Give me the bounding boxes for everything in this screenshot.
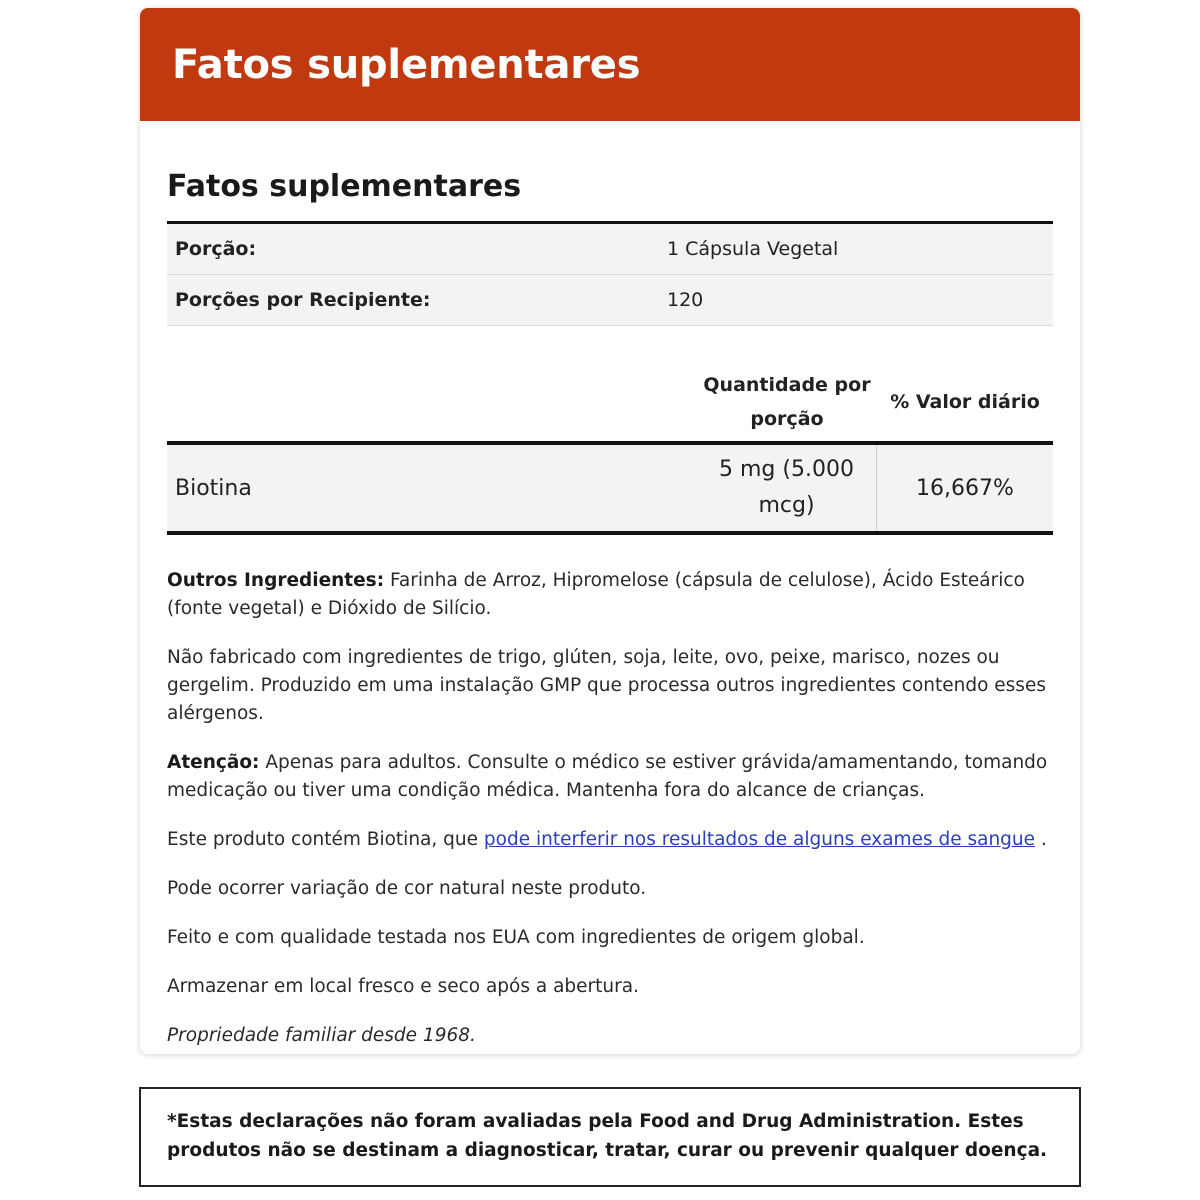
other-ingredients-text: Farinha de Arroz, Hipromelose (cápsula de celulose), Ácido Esteárico (fonte vegetal) e Dióxido de Silício. bbox=[167, 570, 1025, 619]
serving-table bbox=[167, 221, 1053, 326]
color-variation-note: Pode ocorrer variação de cor natural neste produto. bbox=[167, 878, 647, 899]
nutrient-name: Biotina bbox=[175, 475, 252, 501]
family-owned-note: Propriedade familiar desde 1968. bbox=[167, 1025, 476, 1046]
card-header bbox=[140, 8, 1080, 121]
servings-per-container-value: 120 bbox=[667, 289, 704, 311]
nutrient-daily-value: 16,667% bbox=[916, 475, 1014, 501]
nutrient-amount: 5 mg (5.000 mcg) bbox=[697, 445, 877, 531]
card-body bbox=[140, 167, 1080, 1050]
serving-row-count bbox=[167, 275, 1053, 326]
header-title: Fatos suplementares bbox=[172, 41, 641, 88]
serving-size-label: Porção: bbox=[175, 238, 257, 260]
nutrient-table-header bbox=[167, 363, 1053, 445]
servings-per-container-label: Porções por Recipiente: bbox=[175, 289, 431, 311]
biotin-note-prefix: Este produto contém Biotina, que bbox=[167, 829, 484, 850]
warning-text: Apenas para adultos. Consulte o médico se estiver grávida/amamentando, tomando medicação ou tiver uma condição médica. Mantenha fora do alcance de crianças. bbox=[167, 752, 1048, 801]
other-ingredients bbox=[167, 567, 1053, 623]
supplement-facts-card bbox=[140, 8, 1080, 1054]
storage-note: Armazenar em local fresco e seco após a abertura. bbox=[167, 976, 639, 997]
biotin-note-suffix: . bbox=[1035, 829, 1047, 850]
warning-label: Atenção: bbox=[167, 752, 260, 773]
nutrient-row bbox=[167, 445, 1053, 535]
notes-section bbox=[167, 567, 1053, 1050]
daily-value-column-header: % Valor diário bbox=[890, 391, 1040, 413]
serving-size-value: 1 Cápsula Vegetal bbox=[667, 238, 839, 260]
panel-title: Fatos suplementares bbox=[167, 169, 522, 204]
amount-column-header: Quantidade por porção bbox=[703, 374, 871, 430]
warning bbox=[167, 749, 1053, 805]
allergen-statement: Não fabricado com ingredientes de trigo, glúten, soja, leite, ovo, peixe, marisco, nozes ou gergelim. Produzido em uma instalação GMP que processa outros ingredientes contendo esses alérgenos. bbox=[167, 647, 1046, 724]
made-in-note: Feito e com qualidade testada nos EUA com ingredientes de origem global. bbox=[167, 927, 865, 948]
serving-row-size bbox=[167, 224, 1053, 275]
biotin-note bbox=[167, 826, 1053, 854]
other-ingredients-label: Outros Ingredientes: bbox=[167, 570, 385, 591]
blood-test-interference-link[interactable]: pode interferir nos resultados de alguns exames de sangue bbox=[483, 829, 1036, 850]
fda-disclaimer: *Estas declarações não foram avaliadas pela Food and Drug Administration. Estes produtos não se destinam a diagnosticar, tratar, curar ou prevenir qualquer doença. bbox=[139, 1087, 1081, 1187]
